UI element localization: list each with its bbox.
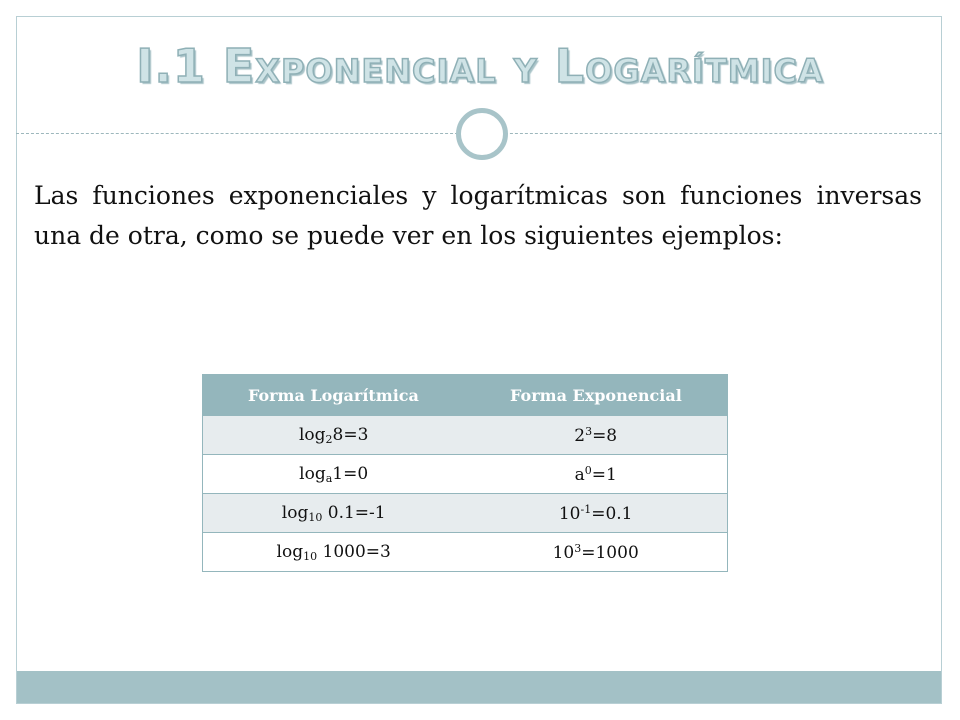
table-row xyxy=(203,494,728,533)
header-log-form: Forma Logarítmica xyxy=(203,375,465,416)
forms-table xyxy=(202,374,728,572)
exp-form-cell: $a^0=1$ xyxy=(464,455,727,494)
exp-form-cell: $2^3=8$ xyxy=(464,416,727,455)
table-row xyxy=(203,416,728,455)
table-row xyxy=(203,455,728,494)
table-header-row xyxy=(203,375,728,416)
exp-form-cell: $10^3=1000$ xyxy=(464,533,727,572)
table-row xyxy=(203,533,728,572)
log-form-cell: $\log_28=3$ xyxy=(203,416,465,455)
footer-bar xyxy=(17,671,941,703)
exp-form-cell: $10^{-1}=0.1$ xyxy=(464,494,727,533)
header-exp-form: Forma Exponencial xyxy=(464,375,727,416)
intro-paragraph: Las funciones exponenciales y logarítmicas son funciones inversas una de otra, como se puede ver en los siguientes ejemplos: xyxy=(34,181,922,250)
log-form-cell: $\log_{10} 0.1=-1$ xyxy=(203,494,465,533)
log-form-cell: $\log_{10} 1000=3$ xyxy=(203,533,465,572)
slide-title: I.1 Exponencial y Logarítmica xyxy=(136,39,824,93)
circle-ornament-icon xyxy=(456,108,508,160)
log-form-cell: $\log_a1=0$ xyxy=(203,455,465,494)
